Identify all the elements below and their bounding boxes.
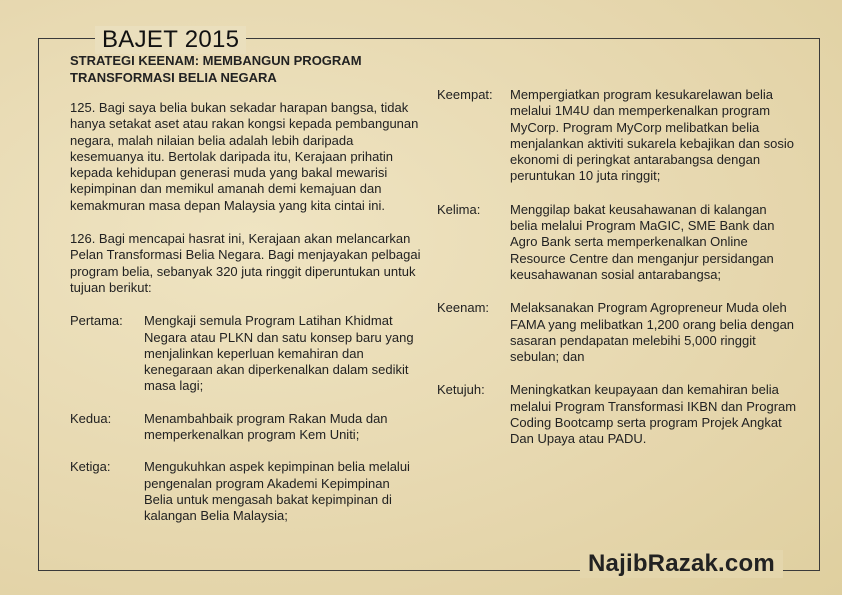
list-item-ketujuh [437, 382, 797, 447]
page-title: BAJET 2015 [95, 26, 246, 54]
site-brand: NajibRazak.com [580, 550, 783, 578]
section-heading-line-2: TRANSFORMASI BELIA NEGARA [70, 70, 277, 85]
list-item-keenam [437, 300, 797, 365]
item-label: Ketujuh: [437, 382, 485, 398]
list-item-pertama [70, 313, 422, 394]
list-item-kelima [437, 202, 797, 283]
section-heading-line-1: STRATEGI KEENAM: MEMBANGUN PROGRAM [70, 53, 362, 68]
item-text: Mempergiatkan program kesukarelawan belia melalui 1M4U dan memperkenalkan program MyCorp. Program MyCorp melibatkan belia menjalankan aktiviti sukarela kebajikan dan sosio ekonomi di peringkat antarabangsa dengan peruntukan 10 juta ringgit; [510, 87, 794, 184]
item-text: Melaksanakan Program Agropreneur Muda oleh FAMA yang melibatkan 1,200 orang belia dengan sasaran pendapatan melebihi 5,000 ringgit sebulan; dan [510, 300, 795, 365]
item-text: Menggilap bakat keusahawanan di kalangan belia melalui Program MaGIC, SME Bank dan Agro Bank serta memperkenalkan Online Resource Centre dan menganjur persidangan keusahawanan sosial antarabangsa; [510, 201, 775, 282]
item-label: Kedua: [70, 410, 112, 426]
list-item-ketiga [70, 459, 422, 524]
paragraph-126: 126. Bagi mencapai hasrat ini, Kerajaan akan melancarkan Pelan Transformasi Belia Negara. Bagi menjayakan pelbagai program belia, sebanyak 320 juta ringgit diperuntukan untuk tujuan berikut: [70, 231, 421, 295]
item-label: Keempat: [437, 87, 493, 102]
item-text: Meningkatkan keupayaan dan kemahiran belia melalui Program Transformasi IKBN dan Program Coding Bootcamp serta program Projek Angkat Dan Upaya atau PADU. [510, 382, 797, 447]
paragraph-125: 125. Bagi saya belia bukan sekadar harapan bangsa, tidak hanya setakat aset atau rakan kongsi kepada pembangunan negara, malah nilaian belia adalah lebih daripada kesemuanya itu. Bertolak daripada itu, Kerajaan prihatin kepada kehidupan generasi muda yang bakal mewarisi kepimpinan dan memikul amanah demi kemajuan dan kemakmuran masa depan Malaysia yang kita cintai ini. [70, 100, 419, 213]
item-text: Menambahbaik program Rakan Muda dan memperkenalkan program Kem Uniti; [144, 410, 388, 443]
list-item-keempat [437, 87, 797, 185]
item-label: Ketiga: [70, 459, 111, 475]
item-label: Kelima: [437, 201, 481, 217]
item-text: Mengkaji semula Program Latihan Khidmat Negara atau PLKN dan satu konsep baru yang menjalinkan keperluan kemahiran dan kenegaraan akan diperkenalkan dalam sedikit masa lagi; [144, 313, 414, 394]
item-label: Pertama: [70, 313, 123, 329]
list-item-kedua [70, 411, 422, 444]
right-column [437, 87, 797, 448]
left-column [70, 52, 422, 525]
item-text: Mengukuhkan aspek kepimpinan belia melalui pengenalan program Akademi Kepimpinan Belia untuk mengasah bakat kepimpinan di kalangan Belia Malaysia; [144, 459, 410, 524]
item-label: Keenam: [437, 300, 490, 316]
